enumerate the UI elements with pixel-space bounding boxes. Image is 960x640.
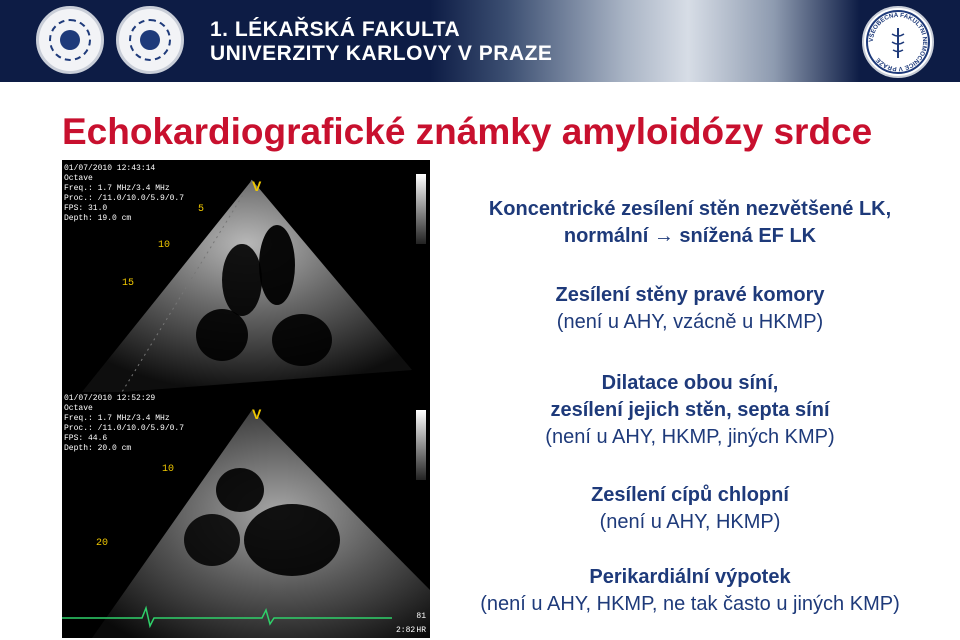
- echo-panel-top: [62, 160, 430, 392]
- header-divider: [0, 82, 960, 85]
- finding-note: (není u AHY, HKMP): [599, 511, 781, 533]
- echo-bottom-meta: 01/07/2010 12:52:29 Octave Freq.: 1.7 MHz/3.4 MHz Proc.: /11.0/10.0/5.9/0.7 FPS: 44.6 Depth: 20.0 cm: [64, 394, 185, 453]
- echo-top-marker: V: [252, 178, 262, 194]
- depth-mark: 15: [122, 278, 135, 289]
- finding-main-line: Zesílení stěny pravé komory: [555, 284, 825, 306]
- echo-bottom-marker: V: [252, 406, 262, 422]
- grayscale-bar: [416, 174, 426, 244]
- depth-mark: 10: [162, 464, 175, 475]
- finding-pericardial: [440, 564, 940, 618]
- time-readout: 2:82: [396, 626, 416, 635]
- finding-note: (není u AHY, vzácně u HKMP): [556, 311, 824, 333]
- finding-main-line: Perikardiální výpotek: [589, 566, 791, 588]
- faculty-line-1: 1. LÉKAŘSKÁ FAKULTA: [210, 18, 461, 41]
- university-seal-icon: [36, 6, 104, 74]
- finding-main-line: zesílení jejich stěn, septa síní: [550, 399, 830, 421]
- heart-rate-label: HR: [416, 626, 426, 635]
- echocardiogram-images: [62, 160, 430, 638]
- finding-main-line: normální → snížená EF LK: [563, 225, 817, 247]
- echo-top-meta: 01/07/2010 12:43:14 Octave Freq.: 1.7 MHz/3.4 MHz Proc.: /11.0/10.0/5.9/0.7 FPS: 31.0 Depth: 19.0 cm: [64, 164, 185, 223]
- depth-mark: 10: [158, 240, 171, 251]
- heart-rate-value: 81: [416, 612, 426, 621]
- finding-lv-wall: [440, 196, 940, 250]
- faculty-seal-icon: [116, 6, 184, 74]
- faculty-name: [210, 18, 552, 66]
- hospital-seal-text: VŠEOBECNÁ FAKULTNÍ NEMOCNICE V PRAZE: [867, 11, 929, 73]
- finding-main-line: Dilatace obou síní,: [601, 372, 779, 394]
- faculty-line-2: UNIVERZITY KARLOVY V PRAZE: [210, 42, 553, 65]
- echo-panel-bottom: [62, 390, 430, 638]
- finding-main-line: Koncentrické zesílení stěn nezvětšené LK,: [488, 198, 892, 220]
- depth-mark: 20: [96, 538, 109, 549]
- slide-title: Echokardiografické známky amyloidózy srdce: [62, 111, 873, 152]
- hospital-seal-icon: [862, 6, 934, 78]
- finding-atria: [440, 370, 940, 451]
- finding-note: (není u AHY, HKMP, jiných KMP): [545, 426, 835, 448]
- grayscale-bar: [416, 410, 426, 480]
- finding-rv-wall: [440, 282, 940, 336]
- depth-mark: 5: [198, 204, 205, 215]
- finding-main-line: Zesílení cípů chlopní: [591, 484, 789, 506]
- finding-valves: [440, 482, 940, 536]
- finding-note: (není u AHY, HKMP, ne tak často u jiných KMP): [480, 593, 900, 615]
- header-band: [0, 0, 960, 82]
